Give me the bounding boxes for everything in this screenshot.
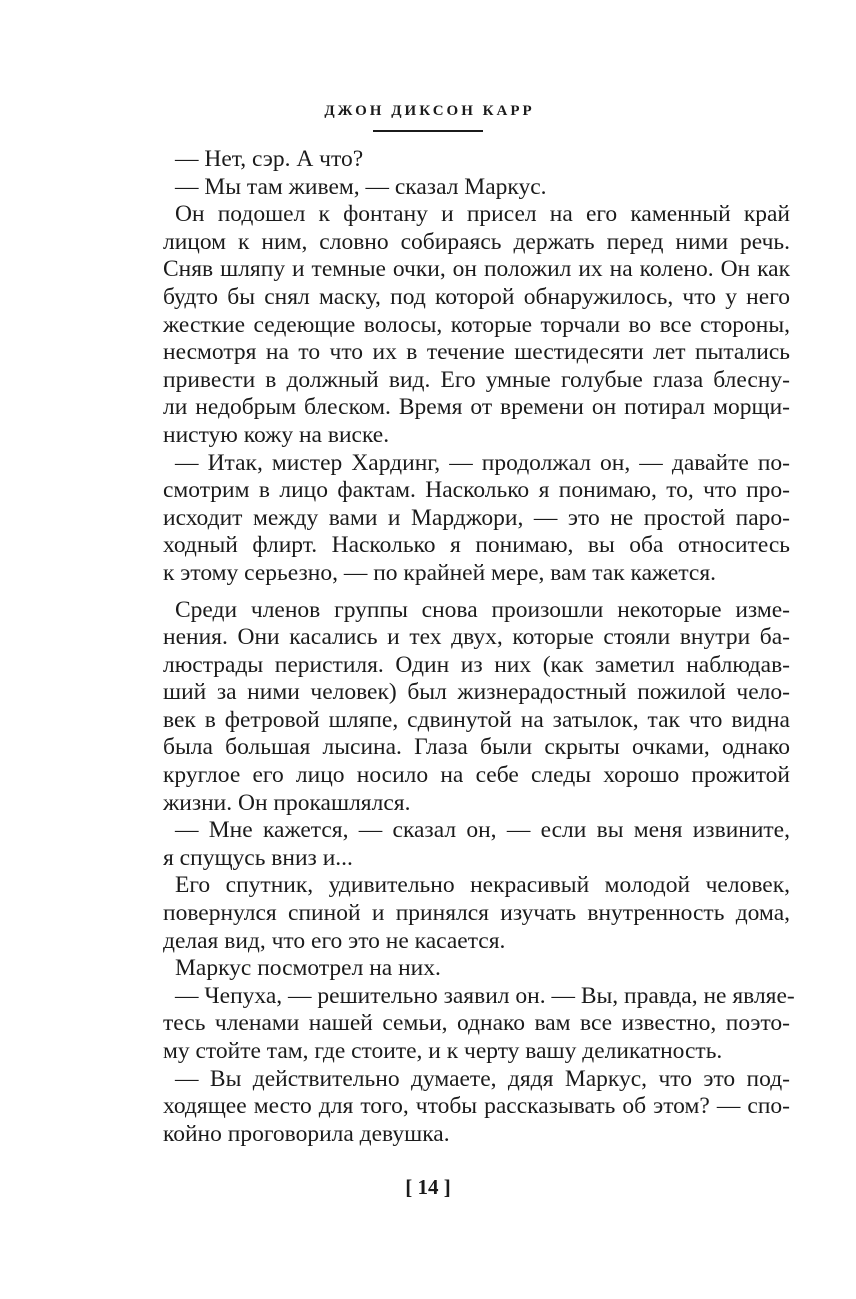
body-text bbox=[163, 146, 795, 1148]
page-number: [ 14 ] bbox=[405, 1175, 451, 1199]
text-line: ший за ними человек) был жизнерадостный пожилой чело- bbox=[163, 679, 790, 706]
text-line: смотрим в лицо фактам. Насколько я понимаю, то, что про- bbox=[163, 477, 790, 504]
text-line: Среди членов группы снова произошли некоторые изме- bbox=[175, 596, 790, 623]
text-line: Сняв шляпу и темные очки, он положил их на колено. Он как bbox=[163, 256, 790, 283]
text-line: люстрады перистиля. Один из них (как заметил наблюдав- bbox=[163, 651, 790, 678]
text-line: делая вид, что его это не касается. bbox=[163, 927, 506, 954]
text-line: будто бы снял маску, под которой обнаружилось, что у него bbox=[163, 283, 790, 310]
running-head bbox=[0, 100, 856, 132]
text-line: Маркус посмотрел на них. bbox=[175, 955, 441, 982]
text-line: тесь членами нашей семьи, однако вам все известно, поэто- bbox=[163, 1010, 790, 1037]
text-line: Он подошел к фонтану и присел на его каменный край bbox=[175, 201, 790, 228]
text-line: ходящее место для того, чтобы рассказывать об этом? — спо- bbox=[163, 1093, 790, 1120]
text-line: к этому серьезно, — по крайней мере, вам так кажется. bbox=[163, 559, 717, 586]
text-line: ли недобрым блеском. Время от времени он потирал морщи- bbox=[163, 394, 790, 421]
text-line: му стойте там, где стоите, и к черту вашу деликатность. bbox=[163, 1038, 723, 1064]
text-line: я спущусь вниз и... bbox=[163, 844, 353, 871]
text-line: — Мне кажется, — сказал он, — если вы меня извините, bbox=[175, 817, 790, 844]
text-line: повернулся спиной и принялся изучать внутренность дома, bbox=[163, 900, 790, 927]
header-rule bbox=[373, 130, 483, 132]
text-line: — Мы там живем, — сказал Маркус. bbox=[175, 173, 547, 200]
author-running-title: ДЖОН ДИКСОН КАРР bbox=[324, 103, 535, 119]
text-line: была большая лысина. Глаза были скрыты очками, однако bbox=[163, 734, 790, 761]
text-line: — Итак, мистер Хардинг, — продолжал он, — давайте по- bbox=[175, 449, 790, 476]
text-line: круглое его лицо носило на себе следы хорошо прожитой bbox=[163, 762, 790, 789]
text-line: — Вы действительно думаете, дядя Маркус, что это под- bbox=[175, 1065, 790, 1092]
text-line: несмотря на то что их в течение шестидесяти лет пытались bbox=[163, 339, 790, 366]
text-line: исходит между вами и Марджори, — это не простой паро- bbox=[163, 504, 790, 531]
text-line: нения. Они касались и тех двух, которые стояли внутри ба- bbox=[163, 624, 790, 651]
text-line: привести в должный вид. Его умные голубые глаза блесну- bbox=[163, 366, 790, 393]
text-line: лицом к ним, словно собираясь держать перед ними речь. bbox=[163, 228, 790, 255]
text-line: жесткие седеющие волосы, которые торчали во все стороны, bbox=[163, 311, 790, 338]
text-line: жизни. Он прокашлялся. bbox=[163, 789, 411, 816]
paragraph-gap bbox=[163, 588, 790, 597]
text-line: койно проговорила девушка. bbox=[163, 1120, 450, 1147]
text-line: Его спутник, удивительно некрасивый молодой человек, bbox=[175, 872, 790, 899]
text-line: — Чепуха, — решительно заявил он. — Вы, правда, не являе- bbox=[175, 982, 795, 1009]
text-line: ходный флирт. Насколько я понимаю, вы оба относитесь bbox=[163, 532, 790, 559]
text-line: — Нет, сэр. А что? bbox=[175, 146, 364, 172]
text-line: нистую кожу на виске. bbox=[163, 421, 390, 448]
text-line: век в фетровой шляпе, сдвинутой на затылок, так что видна bbox=[163, 706, 790, 733]
